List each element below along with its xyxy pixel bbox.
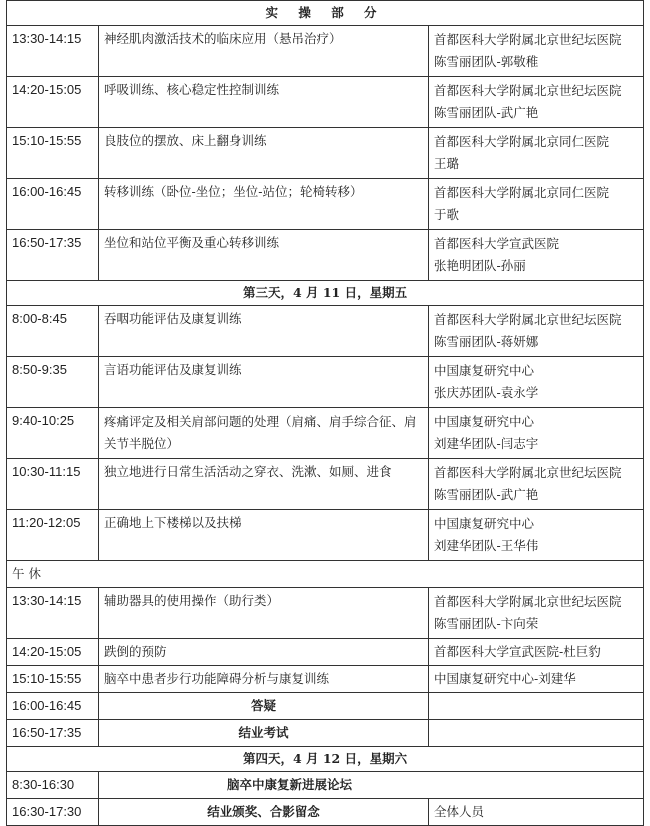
topic-cell: 正确地上下楼梯以及扶梯 bbox=[99, 510, 429, 561]
table-row bbox=[7, 799, 644, 826]
topic-cell: 结业颁奖、合影留念 bbox=[99, 799, 429, 826]
org-text: 首都医科大学附属北京世纪坛医院 bbox=[434, 594, 622, 609]
section-row bbox=[7, 1, 644, 26]
team-text: 陈雪丽团队-蒋妍娜 bbox=[434, 334, 539, 349]
time-cell: 14:20-15:05 bbox=[7, 639, 99, 666]
team-text: 刘建华团队-闫志宇 bbox=[434, 436, 539, 451]
instructor-cell bbox=[429, 230, 644, 281]
time-cell: 9:40-10:25 bbox=[7, 408, 99, 459]
instructor-cell bbox=[429, 77, 644, 128]
time-cell: 8:00-8:45 bbox=[7, 306, 99, 357]
team-text: 陈雪丽团队-郭敬稚 bbox=[434, 54, 539, 69]
team-text: 张庆苏团队-袁永学 bbox=[434, 385, 539, 400]
topic-cell: 结业考试 bbox=[99, 720, 429, 747]
topic-cell: 言语功能评估及康复训练 bbox=[99, 357, 429, 408]
instructor-cell bbox=[429, 588, 644, 639]
table-row bbox=[7, 357, 644, 408]
org-text: 首都医科大学附属北京世纪坛医院 bbox=[434, 83, 622, 98]
topic-cell: 神经肌肉激活技术的临床应用（悬吊治疗） bbox=[99, 26, 429, 77]
table-row bbox=[7, 693, 644, 720]
time-cell: 13:30-14:15 bbox=[7, 26, 99, 77]
lunch-row bbox=[7, 561, 644, 588]
section-heading-practice: 实 操 部 分 bbox=[7, 1, 644, 26]
time-cell: 15:10-15:55 bbox=[7, 128, 99, 179]
time-cell: 15:10-15:55 bbox=[7, 666, 99, 693]
table-row bbox=[7, 459, 644, 510]
topic-cell: 吞咽功能评估及康复训练 bbox=[99, 306, 429, 357]
team-text: 陈雪丽团队-卞向荣 bbox=[434, 616, 539, 631]
table-row bbox=[7, 666, 644, 693]
org-text: 首都医科大学宣武医院 bbox=[434, 236, 560, 251]
section-row bbox=[7, 281, 644, 306]
org-text: 首都医科大学附属北京同仁医院 bbox=[434, 185, 610, 200]
table-row bbox=[7, 26, 644, 77]
topic-cell: 辅助器具的使用操作（助行类） bbox=[99, 588, 429, 639]
table-row bbox=[7, 408, 644, 459]
org-text: 首都医科大学附属北京世纪坛医院 bbox=[434, 32, 622, 47]
topic-cell: 呼吸训练、核心稳定性控制训练 bbox=[99, 77, 429, 128]
topic-cell: 答疑 bbox=[99, 693, 429, 720]
topic-cell: 坐位和站位平衡及重心转移训练 bbox=[99, 230, 429, 281]
time-cell: 13:30-14:15 bbox=[7, 588, 99, 639]
table-row bbox=[7, 179, 644, 230]
table-row bbox=[7, 639, 644, 666]
team-text: 王璐 bbox=[434, 156, 460, 171]
topic-cell: 脑卒中患者步行功能障碍分析与康复训练 bbox=[99, 666, 429, 693]
instructor-cell bbox=[429, 459, 644, 510]
instructor-cell bbox=[429, 693, 644, 720]
org-text: 首都医科大学附属北京同仁医院 bbox=[434, 134, 610, 149]
table-row bbox=[7, 588, 644, 639]
org-text: 首都医科大学附属北京世纪坛医院 bbox=[434, 312, 622, 327]
org-text: 中国康复研究中心 bbox=[434, 414, 535, 429]
time-cell: 16:50-17:35 bbox=[7, 720, 99, 747]
table-row bbox=[7, 510, 644, 561]
team-text: 陈雪丽团队-武广艳 bbox=[434, 105, 539, 120]
org-text: 首都医科大学附属北京世纪坛医院 bbox=[434, 465, 622, 480]
time-cell: 16:00-16:45 bbox=[7, 179, 99, 230]
instructor-cell bbox=[429, 128, 644, 179]
instructor-cell bbox=[429, 26, 644, 77]
topic-cell: 脑卒中康复新进展论坛 bbox=[99, 772, 644, 799]
instructor-cell bbox=[429, 357, 644, 408]
team-text: 张艳明团队-孙丽 bbox=[434, 258, 526, 273]
org-text: 中国康复研究中心 bbox=[434, 516, 535, 531]
topic-cell: 良肢位的摆放、床上翻身训练 bbox=[99, 128, 429, 179]
schedule-table bbox=[6, 0, 644, 826]
instructor-cell bbox=[429, 179, 644, 230]
instructor-cell bbox=[429, 720, 644, 747]
instructor-cell: 首都医科大学宣武医院-杜巨豹 bbox=[429, 639, 644, 666]
team-text: 于歌 bbox=[434, 207, 460, 222]
section-heading-day3: 第三天，4 月 11 日，星期五 bbox=[7, 281, 644, 306]
table-row bbox=[7, 230, 644, 281]
team-text: 刘建华团队-王华伟 bbox=[434, 538, 539, 553]
section-heading-day4: 第四天，4 月 12 日，星期六 bbox=[7, 747, 644, 772]
table-row bbox=[7, 306, 644, 357]
instructor-cell bbox=[429, 408, 644, 459]
time-cell: 8:30-16:30 bbox=[7, 772, 99, 799]
table-row bbox=[7, 720, 644, 747]
lunch-label: 午 休 bbox=[7, 561, 644, 588]
instructor-cell bbox=[429, 306, 644, 357]
section-row bbox=[7, 747, 644, 772]
time-cell: 16:50-17:35 bbox=[7, 230, 99, 281]
instructor-cell: 全体人员 bbox=[429, 799, 644, 826]
instructor-cell: 中国康复研究中心-刘建华 bbox=[429, 666, 644, 693]
time-cell: 16:00-16:45 bbox=[7, 693, 99, 720]
topic-cell: 独立地进行日常生活活动之穿衣、洗漱、如厕、进食 bbox=[99, 459, 429, 510]
table-row bbox=[7, 77, 644, 128]
topic-cell: 疼痛评定及相关肩部问题的处理（肩痛、肩手综合征、肩关节半脱位） bbox=[99, 408, 429, 459]
instructor-cell bbox=[429, 510, 644, 561]
time-cell: 11:20-12:05 bbox=[7, 510, 99, 561]
time-cell: 14:20-15:05 bbox=[7, 77, 99, 128]
table-row bbox=[7, 772, 644, 799]
time-cell: 8:50-9:35 bbox=[7, 357, 99, 408]
time-cell: 16:30-17:30 bbox=[7, 799, 99, 826]
org-text: 中国康复研究中心 bbox=[434, 363, 535, 378]
table-row bbox=[7, 128, 644, 179]
topic-cell: 跌倒的预防 bbox=[99, 639, 429, 666]
team-text: 陈雪丽团队-武广艳 bbox=[434, 487, 539, 502]
time-cell: 10:30-11:15 bbox=[7, 459, 99, 510]
topic-cell: 转移训练（卧位-坐位；坐位-站位；轮椅转移） bbox=[99, 179, 429, 230]
